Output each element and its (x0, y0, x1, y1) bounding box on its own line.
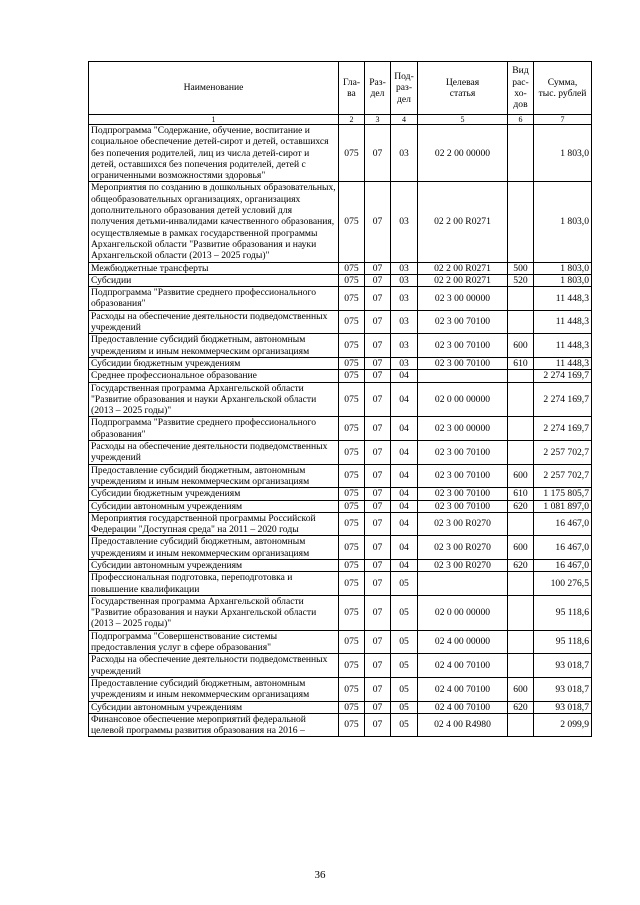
row-name: Мероприятия государственной программы Российской Федерации "Доступная среда" на 2011 – 2020 годы (89, 512, 339, 536)
row-sum: 93 018,7 (534, 654, 592, 678)
row-razdel: 07 (365, 310, 391, 334)
row-sum: 95 118,6 (534, 630, 592, 654)
row-glava: 075 (339, 488, 365, 500)
row-podrazdel: 04 (391, 559, 418, 571)
row-podrazdel: 03 (391, 125, 418, 182)
row-podrazdel: 05 (391, 595, 418, 630)
row-target: 02 3 00 R0270 (418, 512, 508, 536)
row-sum: 1 175 805,7 (534, 488, 592, 500)
row-name: Финансовое обеспечение мероприятий федеральной целевой программы развития образования на 2016 – (89, 713, 339, 737)
row-sum: 2 274 169,7 (534, 370, 592, 382)
row-name: Подпрограмма "Совершенствование системы предоставления услуг в сфере образования" (89, 630, 339, 654)
row-target: 02 4 00 00000 (418, 630, 508, 654)
table-row (89, 382, 592, 417)
row-podrazdel: 05 (391, 713, 418, 737)
row-podrazdel: 05 (391, 677, 418, 701)
row-target: 02 3 00 70100 (418, 310, 508, 334)
row-target: 02 2 00 00000 (418, 125, 508, 182)
row-razdel: 07 (365, 441, 391, 465)
row-vid (508, 310, 534, 334)
row-podrazdel: 03 (391, 334, 418, 358)
row-vid (508, 287, 534, 311)
row-glava: 075 (339, 441, 365, 465)
row-razdel: 07 (365, 357, 391, 369)
table-row (89, 274, 592, 286)
table-row (89, 500, 592, 512)
row-name: Государственная программа Архангельской области "Развитие образования и науки Архангельской области (2013 – 2025 годы)" (89, 595, 339, 630)
row-podrazdel: 04 (391, 512, 418, 536)
row-target: 02 4 00 70100 (418, 677, 508, 701)
row-target: 02 3 00 70100 (418, 357, 508, 369)
row-razdel: 07 (365, 654, 391, 678)
row-sum: 1 803,0 (534, 125, 592, 182)
row-name: Профессиональная подготовка, переподготовка и повышение квалификации (89, 572, 339, 596)
row-podrazdel: 03 (391, 274, 418, 286)
table-row (89, 417, 592, 441)
row-razdel: 07 (365, 677, 391, 701)
row-name: Предоставление субсидий бюджетным, автономным учреждениям и иным некоммерческим организациям (89, 536, 339, 560)
row-razdel: 07 (365, 630, 391, 654)
row-vid (508, 595, 534, 630)
row-name: Расходы на обеспечение деятельности подведомственных учреждений (89, 310, 339, 334)
row-name: Государственная программа Архангельской области "Развитие образования и науки Архангельской области (2013 – 2025 годы)" (89, 382, 339, 417)
row-sum: 11 448,3 (534, 334, 592, 358)
row-sum: 93 018,7 (534, 701, 592, 713)
row-sum: 95 118,6 (534, 595, 592, 630)
row-name: Расходы на обеспечение деятельности подведомственных учреждений (89, 654, 339, 678)
row-glava: 075 (339, 334, 365, 358)
row-sum: 11 448,3 (534, 310, 592, 334)
table-row (89, 125, 592, 182)
row-vid (508, 182, 534, 262)
table-row (89, 654, 592, 678)
row-vid (508, 713, 534, 737)
row-vid (508, 572, 534, 596)
header-razdel: Раз- дел (365, 62, 391, 115)
row-podrazdel: 04 (391, 488, 418, 500)
header-glava: Гла- ва (339, 62, 365, 115)
table-row (89, 182, 592, 262)
row-razdel: 07 (365, 595, 391, 630)
row-name: Субсидии автономным учреждениям (89, 500, 339, 512)
table-header-row (89, 62, 592, 115)
row-vid: 600 (508, 334, 534, 358)
row-podrazdel: 04 (391, 500, 418, 512)
row-glava: 075 (339, 500, 365, 512)
table-row (89, 370, 592, 382)
row-vid (508, 382, 534, 417)
table-row (89, 357, 592, 369)
row-podrazdel: 03 (391, 182, 418, 262)
row-razdel: 07 (365, 464, 391, 488)
row-podrazdel: 03 (391, 310, 418, 334)
table-row (89, 572, 592, 596)
row-vid: 610 (508, 357, 534, 369)
row-glava: 075 (339, 595, 365, 630)
table-row (89, 559, 592, 571)
table-row (89, 630, 592, 654)
row-podrazdel: 05 (391, 630, 418, 654)
row-glava: 075 (339, 572, 365, 596)
row-podrazdel: 05 (391, 701, 418, 713)
row-sum: 1 081 897,0 (534, 500, 592, 512)
header-podrazdel: Под- раз- дел (391, 62, 418, 115)
row-target (418, 370, 508, 382)
row-sum: 1 803,0 (534, 262, 592, 274)
row-target: 02 2 00 R0271 (418, 182, 508, 262)
row-razdel: 07 (365, 417, 391, 441)
row-podrazdel: 04 (391, 536, 418, 560)
row-target: 02 3 00 70100 (418, 334, 508, 358)
row-podrazdel: 03 (391, 262, 418, 274)
row-vid: 600 (508, 464, 534, 488)
row-vid: 600 (508, 677, 534, 701)
row-glava: 075 (339, 182, 365, 262)
table-row (89, 595, 592, 630)
table-row (89, 310, 592, 334)
row-razdel: 07 (365, 125, 391, 182)
row-sum: 16 467,0 (534, 512, 592, 536)
row-razdel: 07 (365, 701, 391, 713)
row-razdel: 07 (365, 559, 391, 571)
page-number: 36 (314, 869, 326, 881)
row-glava: 075 (339, 357, 365, 369)
row-glava: 075 (339, 701, 365, 713)
row-name: Субсидии (89, 274, 339, 286)
column-number-row (89, 115, 592, 125)
row-sum: 11 448,3 (534, 287, 592, 311)
row-glava: 075 (339, 287, 365, 311)
row-target: 02 3 00 R0270 (418, 559, 508, 571)
row-podrazdel: 05 (391, 654, 418, 678)
row-razdel: 07 (365, 274, 391, 286)
row-razdel: 07 (365, 262, 391, 274)
row-name: Межбюджетные трансферты (89, 262, 339, 274)
row-vid: 620 (508, 500, 534, 512)
row-glava: 075 (339, 262, 365, 274)
row-vid: 610 (508, 488, 534, 500)
row-target: 02 3 00 R0270 (418, 536, 508, 560)
row-target: 02 4 00 R4980 (418, 713, 508, 737)
row-glava: 075 (339, 677, 365, 701)
table-row (89, 441, 592, 465)
row-razdel: 07 (365, 287, 391, 311)
row-name: Субсидии бюджетным учреждениям (89, 357, 339, 369)
row-podrazdel: 05 (391, 572, 418, 596)
row-sum: 16 467,0 (534, 536, 592, 560)
table-row (89, 713, 592, 737)
row-vid: 600 (508, 536, 534, 560)
row-name: Предоставление субсидий бюджетным, автономным учреждениям и иным некоммерческим организациям (89, 464, 339, 488)
header-name: Наименование (89, 62, 339, 115)
row-glava: 075 (339, 512, 365, 536)
row-glava: 075 (339, 464, 365, 488)
row-name: Субсидии автономным учреждениям (89, 701, 339, 713)
row-glava: 075 (339, 630, 365, 654)
row-razdel: 07 (365, 182, 391, 262)
row-glava: 075 (339, 536, 365, 560)
row-target: 02 3 00 70100 (418, 441, 508, 465)
row-podrazdel: 03 (391, 287, 418, 311)
row-target: 02 3 00 00000 (418, 287, 508, 311)
col-number: 4 (391, 115, 418, 125)
table-row (89, 262, 592, 274)
row-glava: 075 (339, 654, 365, 678)
row-name: Субсидии бюджетным учреждениям (89, 488, 339, 500)
row-razdel: 07 (365, 334, 391, 358)
row-glava: 075 (339, 370, 365, 382)
row-podrazdel: 03 (391, 357, 418, 369)
row-sum: 1 803,0 (534, 274, 592, 286)
row-name: Предоставление субсидий бюджетным, автономным учреждениям и иным некоммерческим организациям (89, 677, 339, 701)
row-razdel: 07 (365, 500, 391, 512)
row-sum: 2 257 702,7 (534, 464, 592, 488)
col-number: 7 (534, 115, 592, 125)
row-sum: 2 257 702,7 (534, 441, 592, 465)
row-glava: 075 (339, 559, 365, 571)
table-row (89, 701, 592, 713)
row-name: Предоставление субсидий бюджетным, автономным учреждениям и иным некоммерческим организациям (89, 334, 339, 358)
row-glava: 075 (339, 274, 365, 286)
row-vid: 520 (508, 274, 534, 286)
row-glava: 075 (339, 713, 365, 737)
col-number: 6 (508, 115, 534, 125)
table-row (89, 287, 592, 311)
table-row (89, 512, 592, 536)
col-number: 5 (418, 115, 508, 125)
row-razdel: 07 (365, 370, 391, 382)
row-name: Подпрограмма "Развитие среднего профессионального образования" (89, 287, 339, 311)
row-name: Подпрограмма "Содержание, обучение, воспитание и социальное обеспечение детей-сирот и детей, оставшихся без попечения родителей, лиц из числа детей-сирот и детей, оставшихся без попечения родителей, детей с ограниченными возможностями здоровья" (89, 125, 339, 182)
row-razdel: 07 (365, 488, 391, 500)
row-sum: 2 099,9 (534, 713, 592, 737)
table-row (89, 488, 592, 500)
header-target: Целевая статья (418, 62, 508, 115)
row-podrazdel: 04 (391, 370, 418, 382)
row-podrazdel: 04 (391, 417, 418, 441)
row-vid (508, 512, 534, 536)
row-vid (508, 654, 534, 678)
row-razdel: 07 (365, 382, 391, 417)
row-vid (508, 441, 534, 465)
row-glava: 075 (339, 125, 365, 182)
row-glava: 075 (339, 310, 365, 334)
budget-table (88, 61, 592, 737)
row-target: 02 2 00 R0271 (418, 262, 508, 274)
row-name: Мероприятия по созданию в дошкольных образовательных, общеобразовательных организациях, организациях дополнительного образования детей условий для получения детьми-инвалидами качественного образования, осуществляемые в рамках государственной программы Архангельской области "Развитие образования и науки Архангельской области (2013 – 2025 годы)" (89, 182, 339, 262)
row-razdel: 07 (365, 713, 391, 737)
row-name: Подпрограмма "Развитие среднего профессионального образования" (89, 417, 339, 441)
row-podrazdel: 04 (391, 464, 418, 488)
row-target (418, 572, 508, 596)
row-vid (508, 417, 534, 441)
table-row (89, 677, 592, 701)
row-target: 02 0 00 00000 (418, 382, 508, 417)
col-number: 3 (365, 115, 391, 125)
header-vid: Вид рас- хо- дов (508, 62, 534, 115)
row-sum: 1 803,0 (534, 182, 592, 262)
row-target: 02 3 00 70100 (418, 500, 508, 512)
row-vid (508, 630, 534, 654)
col-number: 2 (339, 115, 365, 125)
table-row (89, 464, 592, 488)
row-target: 02 3 00 70100 (418, 464, 508, 488)
row-sum: 11 448,3 (534, 357, 592, 369)
row-razdel: 07 (365, 572, 391, 596)
row-name: Среднее профессиональное образование (89, 370, 339, 382)
row-sum: 93 018,7 (534, 677, 592, 701)
row-target: 02 2 00 R0271 (418, 274, 508, 286)
row-vid: 620 (508, 559, 534, 571)
table-body (89, 125, 592, 737)
row-vid: 620 (508, 701, 534, 713)
row-target: 02 3 00 00000 (418, 417, 508, 441)
row-podrazdel: 04 (391, 382, 418, 417)
row-glava: 075 (339, 417, 365, 441)
col-number: 1 (89, 115, 339, 125)
row-sum: 2 274 169,7 (534, 417, 592, 441)
row-glava: 075 (339, 382, 365, 417)
row-target: 02 0 00 00000 (418, 595, 508, 630)
row-razdel: 07 (365, 536, 391, 560)
header-sum: Сумма, тыс. рублей (534, 62, 592, 115)
row-name: Субсидии автономным учреждениям (89, 559, 339, 571)
row-vid: 500 (508, 262, 534, 274)
row-razdel: 07 (365, 512, 391, 536)
row-name: Расходы на обеспечение деятельности подведомственных учреждений (89, 441, 339, 465)
row-vid (508, 125, 534, 182)
row-sum: 2 274 169,7 (534, 382, 592, 417)
row-podrazdel: 04 (391, 441, 418, 465)
row-sum: 16 467,0 (534, 559, 592, 571)
table-row (89, 334, 592, 358)
row-target: 02 4 00 70100 (418, 701, 508, 713)
row-target: 02 3 00 70100 (418, 488, 508, 500)
row-vid (508, 370, 534, 382)
table-row (89, 536, 592, 560)
row-sum: 100 276,5 (534, 572, 592, 596)
row-target: 02 4 00 70100 (418, 654, 508, 678)
